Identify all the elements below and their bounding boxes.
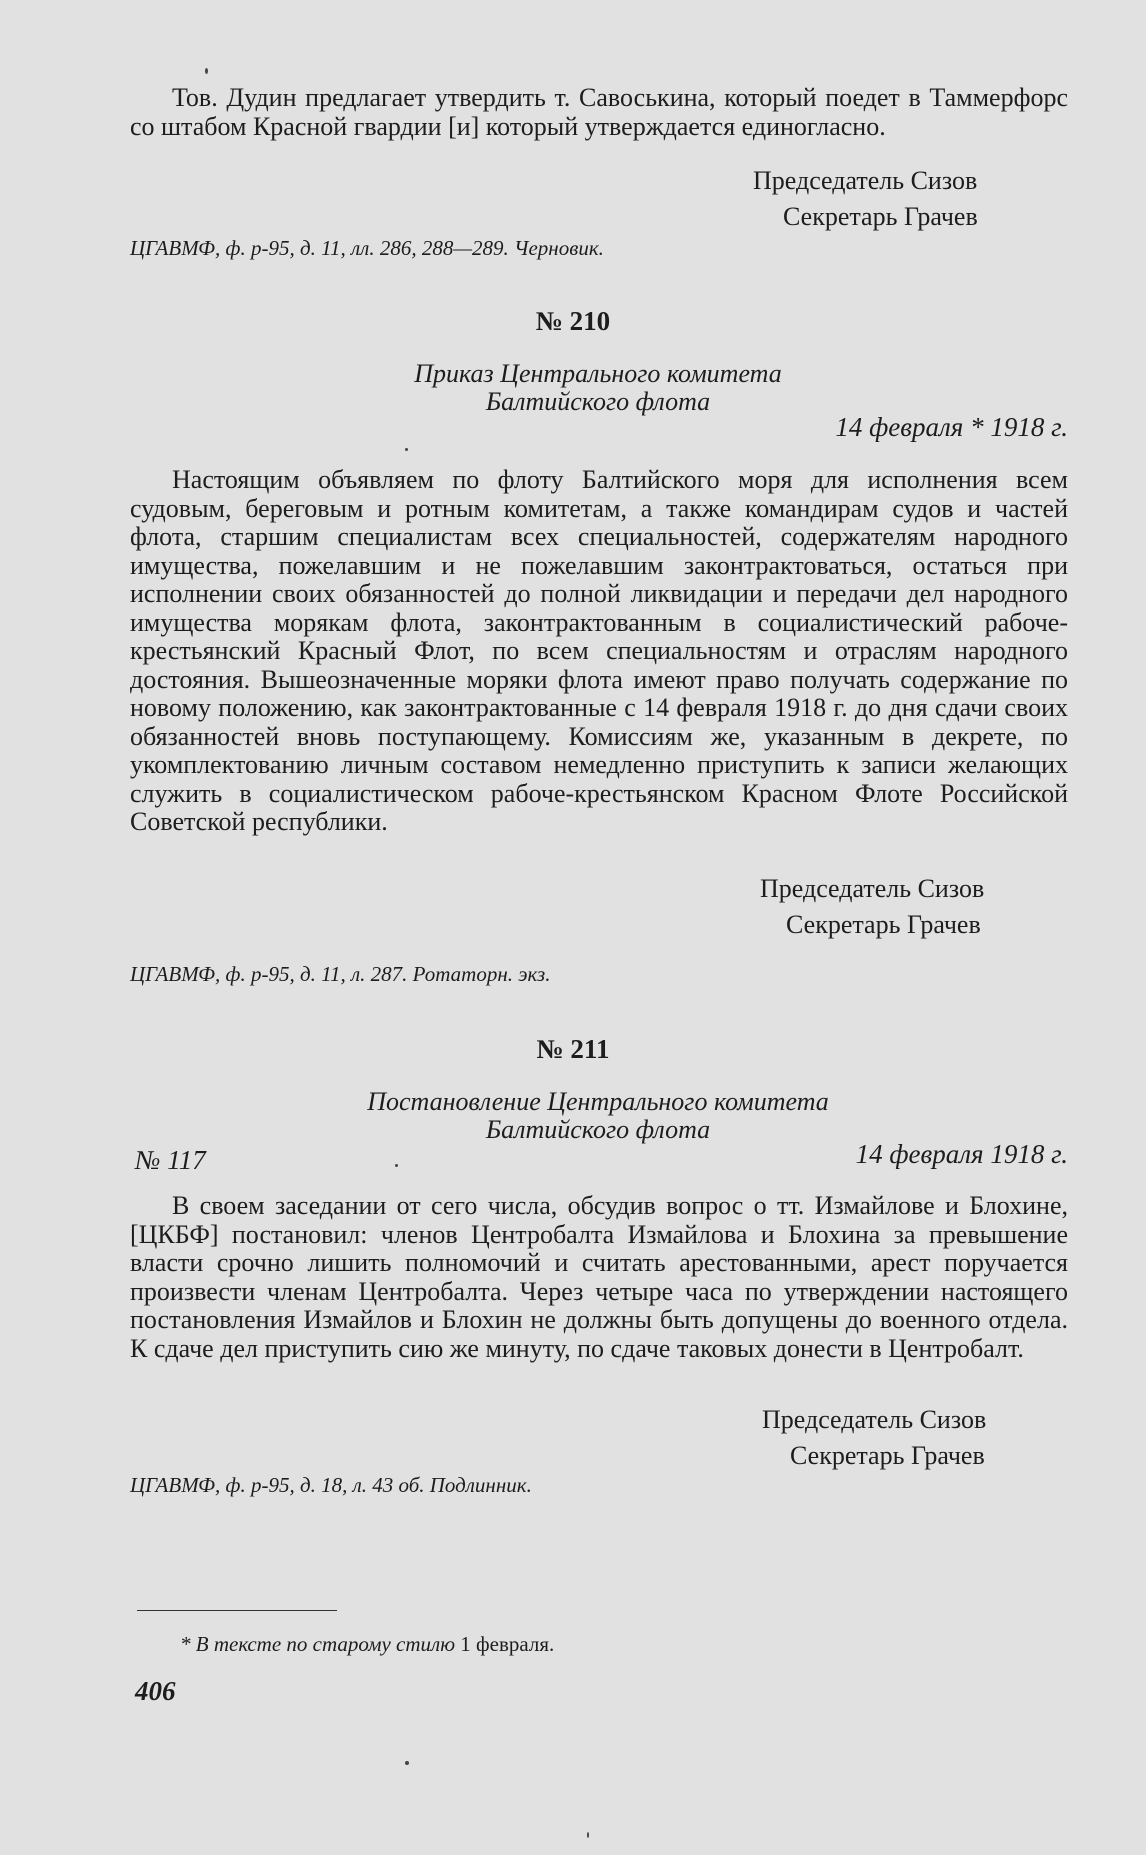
scan-speck <box>205 68 208 74</box>
doc-210-number: № 210 <box>535 306 611 336</box>
doc-211-title-line2: Балтийского флота <box>485 1115 711 1144</box>
footnote <box>180 1632 554 1657</box>
doc-211-order-number: № 117 <box>135 1145 206 1175</box>
intro-paragraph: Тов. Дудин предлагает утвердить т. Савоськина, который поедет в Таммерфорс со штабом Красной гвардии [и] который утверждается единогласно. <box>130 83 1068 141</box>
doc-210-chairman-signature: Председатель Сизов <box>760 874 985 903</box>
doc-211-number: № 211 <box>536 1034 610 1064</box>
doc-210-secretary-signature: Секретарь Грачев <box>786 910 981 939</box>
page-number: 406 <box>135 1676 176 1706</box>
intro-archive-reference: ЦГАВМФ, ф. р-95, д. 11, лл. 286, 288—289. Черновик. <box>130 236 604 260</box>
doc-211-body: В своем заседании от сего числа, обсудив вопрос о тт. Измайлове и Блохине, [ЦКБФ] постановил: членов Центробалта Измайлова и Блохина за превышение власти срочно лишить полномочий и считать арестованными, арест поручается произвести членам Центробалта. Через четыре часа по утверждении настоящего постановления Измайлов и Блохин не должны быть допущены до военного отдела. К сдаче дел приступить сию же минуту, по сдаче таковых донести в Центробалт. <box>130 1191 1068 1363</box>
doc-211-secretary-signature: Секретарь Грачев <box>790 1441 985 1470</box>
footnote-divider <box>137 1610 337 1611</box>
doc-211-date: 14 февраля 1918 г. <box>855 1139 1068 1169</box>
doc-210-title-line2: Балтийского флота <box>485 387 711 416</box>
intro-chairman-signature: Председатель Сизов <box>753 166 978 195</box>
scan-speck <box>405 1761 409 1765</box>
doc-211-archive-reference: ЦГАВМФ, ф. р-95, д. 18, л. 43 об. Подлинник. <box>130 1473 532 1497</box>
doc-210-date: 14 февраля * 1918 г. <box>835 412 1068 442</box>
scan-speck <box>395 1164 398 1167</box>
doc-211-chairman-signature: Председатель Сизов <box>762 1405 987 1434</box>
footnote-text: * В тексте по старому стилю <box>180 1632 456 1656</box>
scan-speck <box>587 1832 589 1838</box>
scan-speck <box>405 448 408 451</box>
footnote-date: 1 февраля. <box>460 1632 555 1656</box>
intro-secretary-signature: Секретарь Грачев <box>783 202 978 231</box>
doc-210-archive-reference: ЦГАВМФ, ф. р-95, д. 11, л. 287. Ротаторн. экз. <box>130 962 551 986</box>
doc-210-body: Настоящим объявляем по флоту Балтийского моря для исполнения всем судовым, береговым и ротным комитетам, а также командирам судов и частей флота, старшим специалистам всех специальностей, содержателям народного имущества, пожелавшим и не пожелавшим законтрактоваться, остаться при исполнении своих обязанностей до полной ликвидации и передачи дел народного имущества морякам флота, законтрактованным в социалистический рабоче-крестьянский Красный Флот, по всем специальностям и отраслям народного достояния. Вышеозначенные моряки флота имеют право получать содержание по новому положению, как законтрактованные с 14 февраля 1918 г. до дня сдачи своих обязанностей вновь поступающему. Комиссиям же, указанным в декрете, по укомплектованию личным составом немедленно приступить к записи желающих служить в социалистическом рабоче-крестьянском Красном Флоте Российской Советской республики. <box>130 465 1068 836</box>
doc-210-title-line1: Приказ Центрального комитета <box>414 359 782 388</box>
doc-211-title-line1: Постановление Центрального комитета <box>367 1087 829 1116</box>
